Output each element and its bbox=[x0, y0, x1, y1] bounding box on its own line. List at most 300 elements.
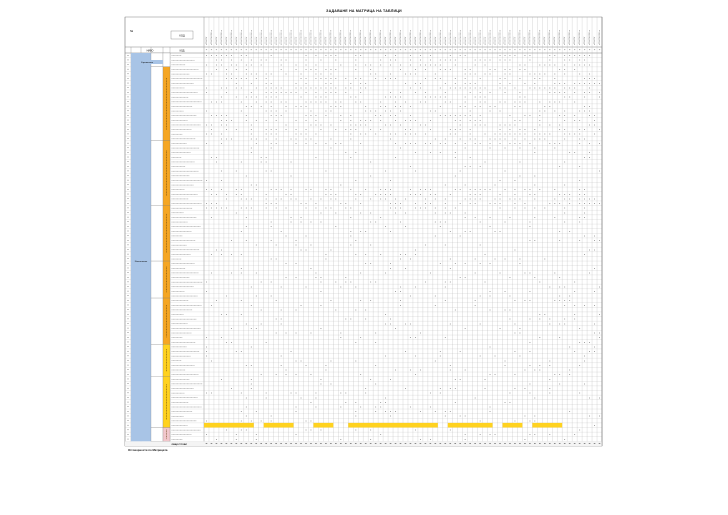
matrix-mark: x bbox=[569, 152, 571, 155]
matrix-mark: x bbox=[330, 207, 332, 210]
matrix-mark: x bbox=[464, 105, 466, 108]
matrix-mark: x bbox=[534, 73, 536, 76]
matrix-mark: x bbox=[385, 55, 387, 58]
matrix-mark: x bbox=[598, 240, 601, 243]
matrix-mark: x bbox=[215, 249, 217, 252]
matrix-mark: x bbox=[564, 73, 566, 76]
matrix-mark: x bbox=[345, 78, 347, 81]
matrix-mark: x bbox=[330, 147, 332, 150]
matrix-mark: x bbox=[484, 253, 486, 256]
matrix-mark: x bbox=[280, 286, 282, 289]
matrix-mark: x bbox=[365, 82, 367, 85]
matrix-mark: x bbox=[564, 184, 566, 187]
matrix-mark: x bbox=[255, 87, 257, 90]
matrix-mark: x bbox=[360, 142, 362, 145]
matrix-mark: x bbox=[579, 364, 581, 367]
matrix-mark: x bbox=[598, 142, 601, 145]
matrix-mark: x bbox=[265, 92, 267, 95]
matrix-mark: x bbox=[579, 142, 581, 145]
matrix-mark: x bbox=[275, 92, 277, 95]
matrix-mark: x bbox=[340, 438, 342, 441]
matrix-mark: x bbox=[275, 207, 277, 210]
matrix-mark: x bbox=[519, 263, 521, 266]
matrix-mark: x bbox=[315, 55, 317, 58]
matrix-mark: x bbox=[285, 374, 287, 377]
matrix-mark: x bbox=[360, 230, 362, 233]
matrix-mark: x bbox=[464, 263, 466, 266]
matrix-mark: x bbox=[459, 87, 461, 90]
matrix-mark: x bbox=[215, 438, 217, 441]
matrix-mark: x bbox=[574, 133, 576, 136]
group-cell bbox=[151, 141, 163, 206]
matrix-mark: x bbox=[589, 82, 591, 85]
matrix-mark: x bbox=[409, 64, 412, 67]
matrix-mark: x bbox=[539, 318, 541, 321]
matrix-mark: x bbox=[589, 124, 591, 127]
matrix-mark: x bbox=[270, 87, 272, 90]
matrix-mark: x bbox=[569, 374, 571, 377]
matrix-mark: x bbox=[270, 415, 272, 418]
matrix-mark: x bbox=[549, 87, 551, 90]
matrix-mark: x bbox=[265, 198, 267, 201]
matrix-mark: x bbox=[375, 78, 377, 81]
group-cell bbox=[151, 53, 163, 67]
matrix-mark: x bbox=[554, 55, 556, 58]
matrix-mark: x bbox=[285, 193, 287, 196]
matrix-mark: x bbox=[315, 64, 317, 67]
matrix-mark: x bbox=[355, 286, 357, 289]
matrix-mark: x bbox=[340, 105, 342, 108]
matrix-mark: x bbox=[380, 59, 382, 62]
matrix-mark: x bbox=[429, 110, 431, 113]
matrix-mark: x bbox=[419, 101, 421, 104]
matrix-mark: x bbox=[250, 59, 252, 62]
matrix-mark: x bbox=[340, 115, 342, 118]
matrix-mark: x bbox=[584, 216, 586, 219]
matrix-mark: x bbox=[360, 55, 362, 58]
matrix-mark: x bbox=[589, 142, 591, 145]
matrix-mark: x bbox=[559, 193, 561, 196]
matrix-mark: x bbox=[404, 351, 407, 354]
matrix-mark: x bbox=[479, 78, 481, 81]
matrix-mark: x bbox=[350, 244, 352, 247]
matrix-mark: x bbox=[210, 101, 213, 104]
matrix-mark: x bbox=[414, 133, 416, 136]
matrix-mark: x bbox=[404, 142, 407, 145]
matrix-mark: x bbox=[579, 193, 581, 196]
matrix-mark: x bbox=[489, 59, 491, 62]
matrix-mark: x bbox=[514, 193, 516, 196]
matrix-mark: x bbox=[519, 355, 521, 358]
matrix-mark: x bbox=[509, 309, 511, 312]
matrix-mark: x bbox=[598, 337, 601, 340]
matrix-mark: x bbox=[225, 124, 227, 127]
matrix-mark: x bbox=[235, 129, 237, 132]
matrix-mark: x bbox=[414, 170, 416, 173]
matrix-mark: x bbox=[469, 198, 471, 201]
matrix-mark: x bbox=[598, 397, 601, 400]
matrix-mark: x bbox=[484, 378, 486, 381]
matrix-mark: x bbox=[355, 360, 357, 363]
matrix-mark: x bbox=[514, 87, 516, 90]
matrix-mark: x bbox=[449, 364, 451, 367]
matrix-mark: x bbox=[424, 101, 426, 104]
matrix-mark: x bbox=[225, 198, 227, 201]
matrix-mark: x bbox=[569, 193, 571, 196]
matrix-mark: x bbox=[220, 64, 222, 67]
matrix-mark: x bbox=[240, 193, 242, 196]
matrix-mark: x bbox=[474, 119, 476, 122]
matrix-mark: x bbox=[584, 105, 586, 108]
matrix-mark: x bbox=[489, 346, 491, 349]
matrix-mark: x bbox=[464, 415, 466, 418]
matrix-mark: x bbox=[390, 411, 392, 414]
matrix-mark: x bbox=[385, 124, 387, 127]
matrix-mark: x bbox=[464, 434, 466, 437]
matrix-mark: x bbox=[584, 360, 586, 363]
matrix-mark: x bbox=[210, 133, 213, 136]
matrix-mark: x bbox=[444, 203, 446, 206]
corner-label-code: КОД bbox=[179, 49, 185, 53]
matrix-mark: x bbox=[469, 129, 471, 132]
matrix-mark: x bbox=[305, 235, 307, 238]
matrix-mark: x bbox=[385, 78, 387, 81]
matrix-mark: x bbox=[454, 59, 456, 62]
matrix-mark: x bbox=[419, 124, 421, 127]
matrix-mark: x bbox=[459, 351, 461, 354]
matrix-mark: x bbox=[449, 129, 451, 132]
matrix-mark: x bbox=[315, 142, 317, 145]
matrix-mark: x bbox=[524, 55, 526, 58]
matrix-mark: x bbox=[499, 101, 501, 104]
matrix-mark: x bbox=[529, 420, 531, 423]
matrix-mark: x bbox=[404, 101, 407, 104]
matrix-mark: x bbox=[350, 138, 352, 141]
matrix-mark: x bbox=[320, 221, 322, 224]
matrix-mark: x bbox=[260, 323, 262, 326]
matrix-mark: x bbox=[559, 129, 561, 132]
matrix-mark: x bbox=[255, 119, 257, 122]
matrix-mark: x bbox=[454, 388, 456, 391]
matrix-mark: x bbox=[240, 101, 242, 104]
matrix-mark: x bbox=[479, 105, 481, 108]
matrix-mark: x bbox=[559, 101, 561, 104]
matrix-mark: x bbox=[220, 133, 222, 136]
matrix-mark: x bbox=[240, 207, 242, 210]
matrix-mark: x bbox=[494, 138, 496, 141]
matrix-mark: x bbox=[414, 374, 416, 377]
matrix-mark: x bbox=[494, 68, 496, 71]
matrix-mark: x bbox=[499, 59, 501, 62]
matrix-mark: x bbox=[370, 438, 372, 441]
matrix-mark: x bbox=[464, 369, 466, 372]
matrix-mark: x bbox=[479, 193, 481, 196]
matrix-mark: x bbox=[414, 207, 416, 210]
matrix-mark: x bbox=[280, 198, 282, 201]
matrix-mark: x bbox=[245, 64, 247, 67]
matrix-mark: x bbox=[245, 96, 247, 99]
group-cell bbox=[151, 298, 163, 344]
matrix-mark: x bbox=[564, 110, 566, 113]
matrix-mark: x bbox=[494, 258, 496, 261]
matrix-mark: x bbox=[245, 429, 247, 432]
matrix-mark: x bbox=[404, 226, 407, 229]
matrix-mark: x bbox=[390, 78, 392, 81]
matrix-mark: x bbox=[250, 138, 252, 141]
matrix-mark: x bbox=[270, 110, 272, 113]
matrix-mark: x bbox=[399, 300, 402, 303]
matrix-mark: x bbox=[390, 115, 392, 118]
highlighted-cells bbox=[313, 423, 333, 428]
matrix-mark: x bbox=[514, 207, 516, 210]
matrix-mark: x bbox=[489, 105, 491, 108]
matrix-mark: x bbox=[360, 101, 362, 104]
matrix-mark: x bbox=[280, 230, 282, 233]
matrix-mark: x bbox=[220, 378, 222, 381]
matrix-mark: x bbox=[285, 369, 287, 372]
matrix-mark: x bbox=[499, 230, 501, 233]
matrix-mark: x bbox=[285, 129, 287, 132]
matrix-mark: x bbox=[524, 207, 526, 210]
matrix-mark: x bbox=[574, 314, 576, 317]
matrix-mark: x bbox=[554, 189, 556, 192]
matrix-mark: x bbox=[519, 147, 521, 150]
matrix-mark: x bbox=[390, 263, 392, 266]
matrix-mark: x bbox=[210, 392, 213, 395]
matrix-mark: x bbox=[205, 337, 208, 340]
matrix-mark: x bbox=[265, 119, 267, 122]
matrix-mark: x bbox=[205, 142, 208, 145]
matrix-mark: x bbox=[250, 207, 252, 210]
matrix-mark: x bbox=[394, 105, 397, 108]
matrix-mark: x bbox=[494, 230, 496, 233]
matrix-mark: x bbox=[439, 87, 441, 90]
matrix-mark: x bbox=[215, 161, 217, 164]
matrix-mark: x bbox=[305, 101, 307, 104]
matrix-mark: x bbox=[380, 193, 382, 196]
matrix-mark: x bbox=[564, 129, 566, 132]
matrix-mark: x bbox=[295, 411, 297, 414]
matrix-mark: x bbox=[593, 82, 596, 85]
matrix-mark: x bbox=[439, 226, 441, 229]
matrix-mark: x bbox=[584, 304, 586, 307]
matrix-mark: x bbox=[484, 161, 486, 164]
matrix-mark: x bbox=[380, 119, 382, 122]
matrix-mark: x bbox=[598, 203, 601, 206]
matrix-mark: x bbox=[225, 295, 227, 298]
matrix-mark: x bbox=[564, 212, 566, 215]
matrix-mark: x bbox=[290, 392, 292, 395]
matrix-mark: x bbox=[539, 189, 541, 192]
matrix-mark: x bbox=[394, 78, 397, 81]
matrix-mark: x bbox=[459, 119, 461, 122]
matrix-mark: x bbox=[499, 133, 501, 136]
matrix-mark: x bbox=[399, 92, 402, 95]
matrix-mark: x bbox=[504, 73, 506, 76]
matrix-mark: x bbox=[380, 101, 382, 104]
matrix-mark: x bbox=[335, 212, 337, 215]
matrix-mark: x bbox=[270, 101, 272, 104]
matrix-mark: x bbox=[315, 92, 317, 95]
matrix-mark: x bbox=[270, 96, 272, 99]
matrix-mark: x bbox=[275, 133, 277, 136]
matrix-mark: x bbox=[584, 64, 586, 67]
matrix-mark: x bbox=[265, 73, 267, 76]
matrix-mark: x bbox=[300, 304, 302, 307]
matrix-mark: x bbox=[325, 369, 327, 372]
matrix-mark: x bbox=[370, 73, 372, 76]
matrix-mark: x bbox=[250, 147, 252, 150]
matrix-mark: x bbox=[559, 142, 561, 145]
matrix-mark: x bbox=[444, 101, 446, 104]
matrix-mark: x bbox=[375, 193, 377, 196]
matrix-mark: x bbox=[444, 244, 446, 247]
matrix-mark: x bbox=[300, 96, 302, 99]
matrix-mark: x bbox=[310, 374, 312, 377]
matrix-mark: x bbox=[454, 78, 456, 81]
matrix-mark: x bbox=[390, 207, 392, 210]
matrix-mark: x bbox=[265, 59, 267, 62]
matrix-mark: x bbox=[390, 193, 392, 196]
matrix-mark: x bbox=[514, 323, 516, 326]
matrix-mark: x bbox=[305, 129, 307, 132]
matrix-mark: x bbox=[220, 101, 222, 104]
matrix-mark: x bbox=[245, 207, 247, 210]
matrix-mark: x bbox=[499, 193, 501, 196]
matrix-mark: x bbox=[240, 411, 242, 414]
matrix-mark: x bbox=[529, 193, 531, 196]
matrix-mark: x bbox=[350, 133, 352, 136]
matrix-mark: x bbox=[424, 68, 426, 71]
matrix-mark: x bbox=[429, 152, 431, 155]
matrix-mark: x bbox=[394, 212, 397, 215]
matrix-mark: x bbox=[469, 115, 471, 118]
matrix-mark: x bbox=[335, 281, 337, 284]
matrix-mark: x bbox=[335, 55, 337, 58]
matrix-mark: x bbox=[504, 59, 506, 62]
matrix-mark: x bbox=[464, 212, 466, 215]
matrix-mark: x bbox=[280, 68, 282, 71]
matrix-mark: x bbox=[439, 78, 441, 81]
matrix-mark: x bbox=[549, 286, 551, 289]
matrix-mark: x bbox=[449, 133, 451, 136]
matrix-mark: x bbox=[205, 64, 208, 67]
matrix-mark: x bbox=[489, 68, 491, 71]
matrix-mark: x bbox=[315, 133, 317, 136]
matrix-mark: x bbox=[444, 411, 446, 414]
matrix-mark: x bbox=[504, 92, 506, 95]
matrix-mark: x bbox=[245, 119, 247, 122]
matrix-mark: x bbox=[300, 203, 302, 206]
matrix-mark: x bbox=[350, 87, 352, 90]
matrix-mark: x bbox=[499, 55, 501, 58]
matrix-mark: x bbox=[365, 119, 367, 122]
matrix-mark: x bbox=[280, 318, 282, 321]
matrix-mark: x bbox=[494, 184, 496, 187]
matrix-mark: x bbox=[414, 286, 416, 289]
matrix-mark: x bbox=[499, 198, 501, 201]
matrix-mark: x bbox=[380, 189, 382, 192]
matrix-mark: x bbox=[479, 189, 481, 192]
matrix-mark: x bbox=[554, 374, 556, 377]
matrix-mark: x bbox=[285, 110, 287, 113]
matrix-mark: x bbox=[235, 170, 237, 173]
matrix-mark: x bbox=[524, 189, 526, 192]
matrix-mark: x bbox=[225, 92, 227, 95]
matrix-mark: x bbox=[469, 193, 471, 196]
matrix-mark: x bbox=[424, 92, 426, 95]
matrix-mark: x bbox=[589, 55, 591, 58]
matrix-mark: x bbox=[499, 124, 501, 127]
matrix-mark: x bbox=[245, 323, 247, 326]
matrix-mark: x bbox=[220, 55, 222, 58]
matrix-mark: x bbox=[275, 258, 277, 261]
matrix-mark: x bbox=[514, 179, 516, 182]
matrix-mark: x bbox=[275, 129, 277, 132]
matrix-mark: x bbox=[579, 64, 581, 67]
matrix-mark: x bbox=[404, 119, 407, 122]
matrix-mark: x bbox=[360, 124, 362, 127]
matrix-mark: x bbox=[355, 124, 357, 127]
matrix-mark: x bbox=[593, 240, 596, 243]
matrix-mark: x bbox=[210, 129, 213, 132]
matrix-mark: x bbox=[504, 364, 506, 367]
matrix-mark: x bbox=[419, 59, 421, 62]
matrix-mark: x bbox=[390, 189, 392, 192]
matrix-mark: x bbox=[260, 309, 262, 312]
matrix-mark: x bbox=[489, 295, 491, 298]
matrix-mark: x bbox=[350, 207, 352, 210]
matrix-mark: x bbox=[484, 133, 486, 136]
matrix-mark: x bbox=[404, 267, 407, 270]
matrix-mark: x bbox=[325, 364, 327, 367]
matrix-mark: x bbox=[360, 87, 362, 90]
matrix-mark: x bbox=[245, 55, 247, 58]
matrix-mark: x bbox=[454, 119, 456, 122]
matrix-mark: x bbox=[370, 175, 372, 178]
matrix-mark: x bbox=[409, 337, 412, 340]
matrix-mark: x bbox=[330, 300, 332, 303]
matrix-mark: x bbox=[534, 277, 536, 280]
matrix-mark: x bbox=[385, 226, 387, 229]
matrix-mark: x bbox=[315, 124, 317, 127]
matrix-mark: x bbox=[350, 124, 352, 127]
matrix-mark: x bbox=[245, 415, 247, 418]
matrix-mark: x bbox=[240, 59, 242, 62]
matrix-mark: x bbox=[514, 189, 516, 192]
matrix-mark: x bbox=[270, 142, 272, 145]
matrix-mark: x bbox=[275, 119, 277, 122]
matrix-mark: x bbox=[404, 212, 407, 215]
matrix-mark: x bbox=[335, 105, 337, 108]
matrix-mark: x bbox=[210, 55, 213, 58]
matrix-mark: x bbox=[529, 434, 531, 437]
matrix-mark: x bbox=[439, 105, 441, 108]
matrix-mark: x bbox=[559, 82, 561, 85]
matrix-mark: x bbox=[250, 152, 252, 155]
matrix-mark: x bbox=[285, 207, 287, 210]
matrix-mark: x bbox=[574, 351, 576, 354]
matrix-mark: x bbox=[414, 193, 416, 196]
matrix-mark: x bbox=[484, 87, 486, 90]
matrix-mark: x bbox=[444, 184, 446, 187]
matrix-mark: x bbox=[504, 309, 506, 312]
matrix-mark: x bbox=[429, 272, 431, 275]
matrix-mark: x bbox=[479, 355, 481, 358]
matrix-mark: x bbox=[340, 64, 342, 67]
matrix-mark: x bbox=[469, 73, 471, 76]
matrix-mark: x bbox=[489, 309, 491, 312]
